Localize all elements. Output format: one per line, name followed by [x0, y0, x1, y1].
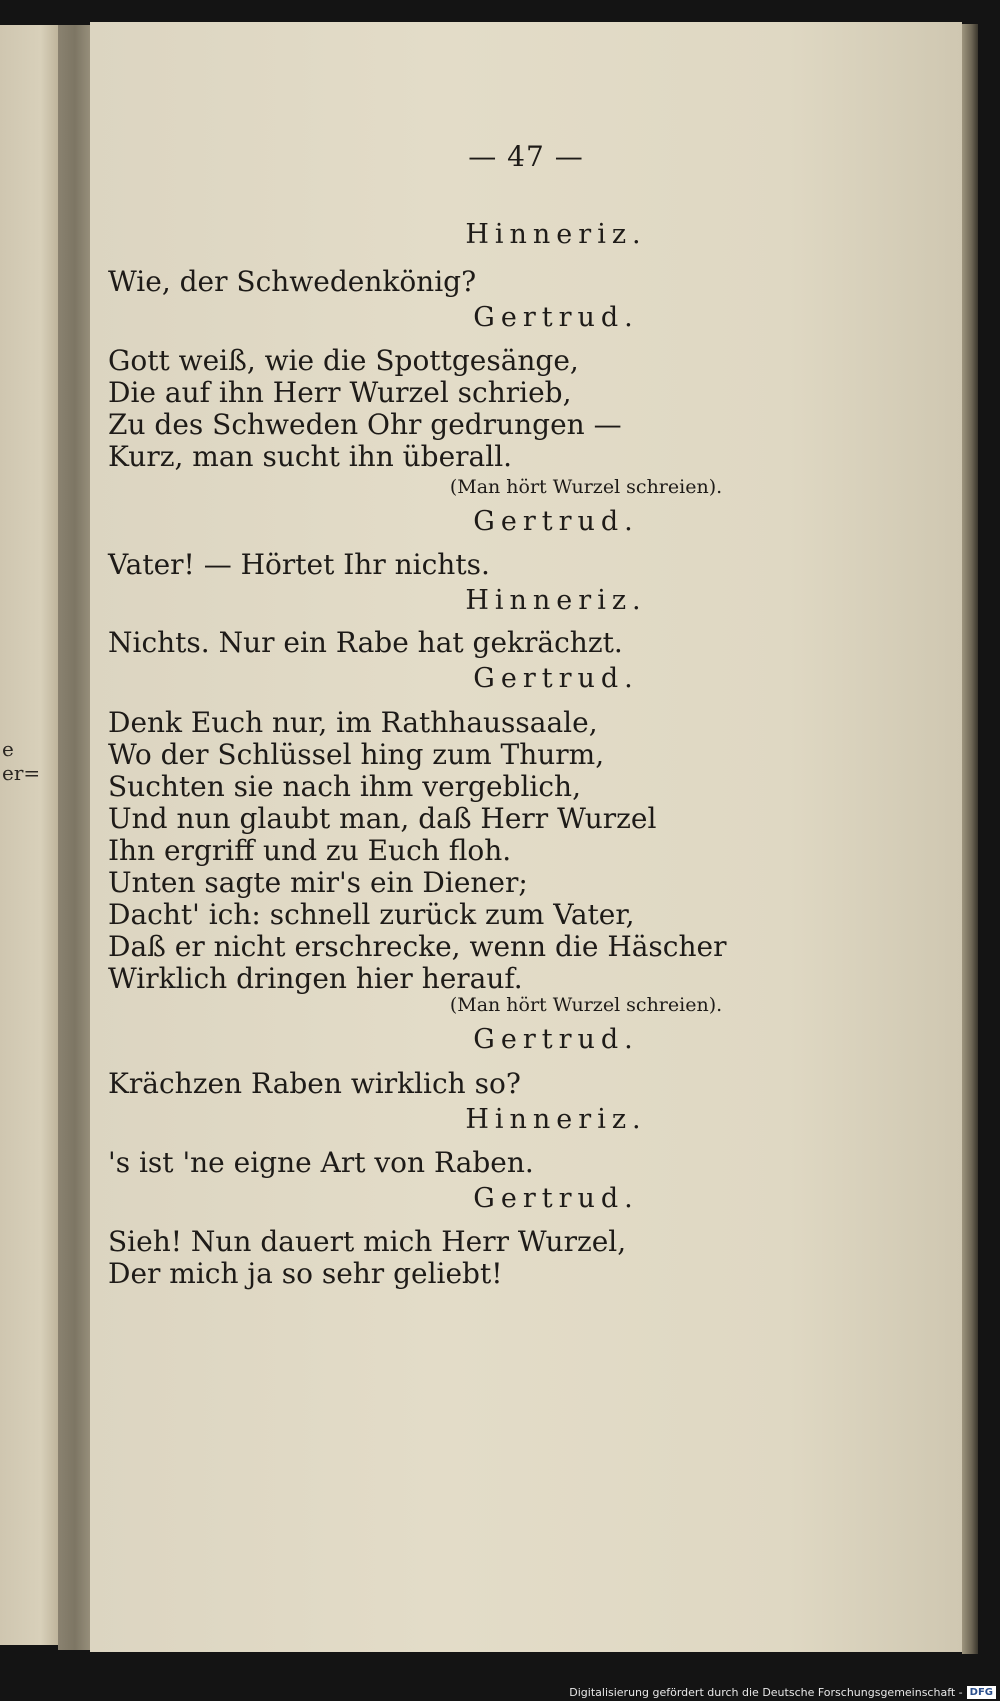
verse-line: Und nun glaubt man, daß Herr Wurzel	[108, 802, 657, 835]
verse-line: Wie, der Schwedenkönig?	[108, 265, 477, 298]
verse-line: Wirklich dringen hier herauf.	[108, 962, 523, 995]
verse-line: Der mich ja so sehr geliebt!	[108, 1257, 503, 1290]
verse-line: Daß er nicht erschrecke, wenn die Häscher	[108, 930, 727, 963]
verse-line: Vater! — Hörtet Ihr nichts.	[108, 548, 490, 581]
verse-line: Krächzen Raben wirklich so?	[108, 1067, 521, 1100]
verse-line: Kurz, man sucht ihn überall.	[108, 440, 513, 473]
verse-line: Ihn ergriff und zu Euch floh.	[108, 834, 512, 867]
verse-line: Die auf ihn Herr Wurzel schrieb,	[108, 376, 572, 409]
verse-line: Suchten sie nach ihm vergeblich,	[108, 770, 581, 803]
speaker-name: Hinneriz.	[465, 219, 647, 250]
stage-direction: (Man hört Wurzel schreien).	[449, 476, 723, 498]
verse-line: Unten sagte mir's ein Diener;	[108, 866, 528, 899]
digitization-credit	[569, 1686, 996, 1699]
verse-line: Sieh! Nun dauert mich Herr Wurzel,	[108, 1225, 627, 1258]
facing-page-fragment: e er=	[2, 737, 41, 785]
page-number: — 47 —	[468, 140, 584, 173]
speaker-name: Gertrud.	[473, 663, 639, 694]
speaker-name: Hinneriz.	[465, 1104, 647, 1135]
speaker-name: Hinneriz.	[465, 585, 647, 616]
page-text	[90, 22, 962, 1652]
facing-page-edge	[0, 25, 58, 1645]
verse-line: 's ist 'ne eigne Art von Raben.	[108, 1146, 534, 1179]
verse-line: Gott weiß, wie die Spottgesänge,	[108, 344, 579, 377]
speaker-name: Gertrud.	[473, 1024, 639, 1055]
speaker-name: Gertrud.	[473, 302, 639, 333]
speaker-name: Gertrud.	[473, 1183, 639, 1214]
stage-direction: (Man hört Wurzel schreien).	[449, 994, 723, 1016]
verse-line: Wo der Schlüssel hing zum Thurm,	[108, 738, 605, 771]
verse-line: Nichts. Nur ein Rabe hat gekrächzt.	[108, 626, 623, 659]
verse-line: Denk Euch nur, im Rathhaussaale,	[108, 706, 598, 739]
verse-line: Zu des Schweden Ohr gedrungen —	[108, 408, 622, 441]
credit-text: Digitalisierung gefördert durch die Deutsche Forschungsgemeinschaft -	[569, 1686, 963, 1699]
dfg-logo: DFG	[967, 1686, 996, 1699]
verse-line: Dacht' ich: schnell zurück zum Vater,	[108, 898, 635, 931]
book-page	[90, 22, 962, 1652]
speaker-name: Gertrud.	[473, 506, 639, 537]
book-gutter	[58, 25, 92, 1650]
page-edge-shadow	[962, 24, 978, 1654]
